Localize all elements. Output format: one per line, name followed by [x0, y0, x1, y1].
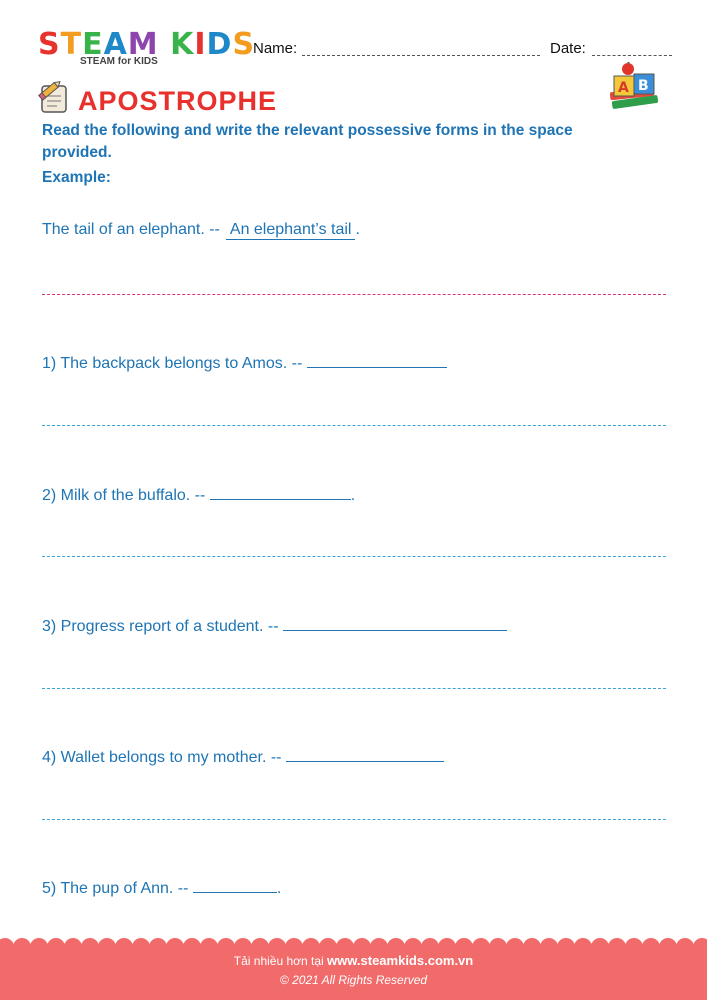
question-row [42, 878, 281, 898]
question-text: 2) Milk of the buffalo. -- [42, 487, 206, 504]
footer-site-link[interactable]: www.steamkids.com.vn [327, 953, 474, 968]
example-row [42, 221, 360, 240]
date-label: Date: [550, 40, 586, 57]
separator-line [42, 556, 666, 557]
logo-letter: S [232, 27, 256, 62]
logo-letter: I [194, 27, 207, 62]
name-field[interactable] [302, 54, 540, 56]
svg-text:B: B [638, 78, 649, 94]
answer-blank[interactable] [210, 485, 351, 500]
answer-blank[interactable] [283, 616, 507, 631]
question-row [42, 747, 444, 767]
footer-download-line [0, 953, 707, 968]
separator-line [42, 688, 666, 689]
question-text: 4) Wallet belongs to my mother. -- [42, 749, 282, 766]
logo-subtitle: STEAM for KIDS [80, 56, 158, 67]
logo-letter [159, 30, 170, 60]
instructions: Read the following and write the relevant possessive forms in the space provided. [42, 122, 573, 161]
example-label: Example: [42, 169, 111, 186]
question-row [42, 485, 355, 505]
pencil-paper-icon [36, 80, 72, 116]
logo-letter: K [170, 27, 195, 62]
logo-letter: S [38, 27, 61, 62]
svg-text:A: A [618, 80, 629, 96]
question-end: . [350, 487, 356, 504]
example-answer: An elephant’s tail [226, 221, 356, 240]
answer-blank[interactable] [193, 878, 277, 893]
name-label: Name: [253, 40, 298, 57]
abc-books-icon [606, 62, 664, 114]
example-prompt: The tail of an elephant. -- [42, 221, 220, 238]
date-field[interactable] [592, 54, 672, 56]
question-end: . [276, 880, 282, 897]
question-row [42, 353, 447, 373]
logo-letter: A [103, 27, 128, 62]
separator-line [42, 294, 666, 295]
logo-letter: E [82, 27, 104, 62]
separator-line [42, 425, 666, 426]
answer-blank[interactable] [286, 747, 444, 762]
logo-letter: T [60, 27, 83, 62]
answer-blank[interactable] [307, 353, 447, 368]
question-text: 5) The pup of Ann. -- [42, 880, 189, 897]
separator-line [42, 819, 666, 820]
question-text: 3) Progress report of a student. -- [42, 618, 279, 635]
question-text: 1) The backpack belongs to Amos. -- [42, 355, 303, 372]
question-row [42, 616, 507, 636]
logo-letter: M [127, 27, 159, 62]
footer-copyright: © 2021 All Rights Reserved [279, 973, 428, 987]
footer-prefix: Tải nhiều hơn tại [233, 954, 324, 968]
worksheet-title: APOSTROPHE [78, 86, 278, 116]
example-end: . [355, 221, 360, 238]
logo-letter: D [206, 27, 233, 62]
